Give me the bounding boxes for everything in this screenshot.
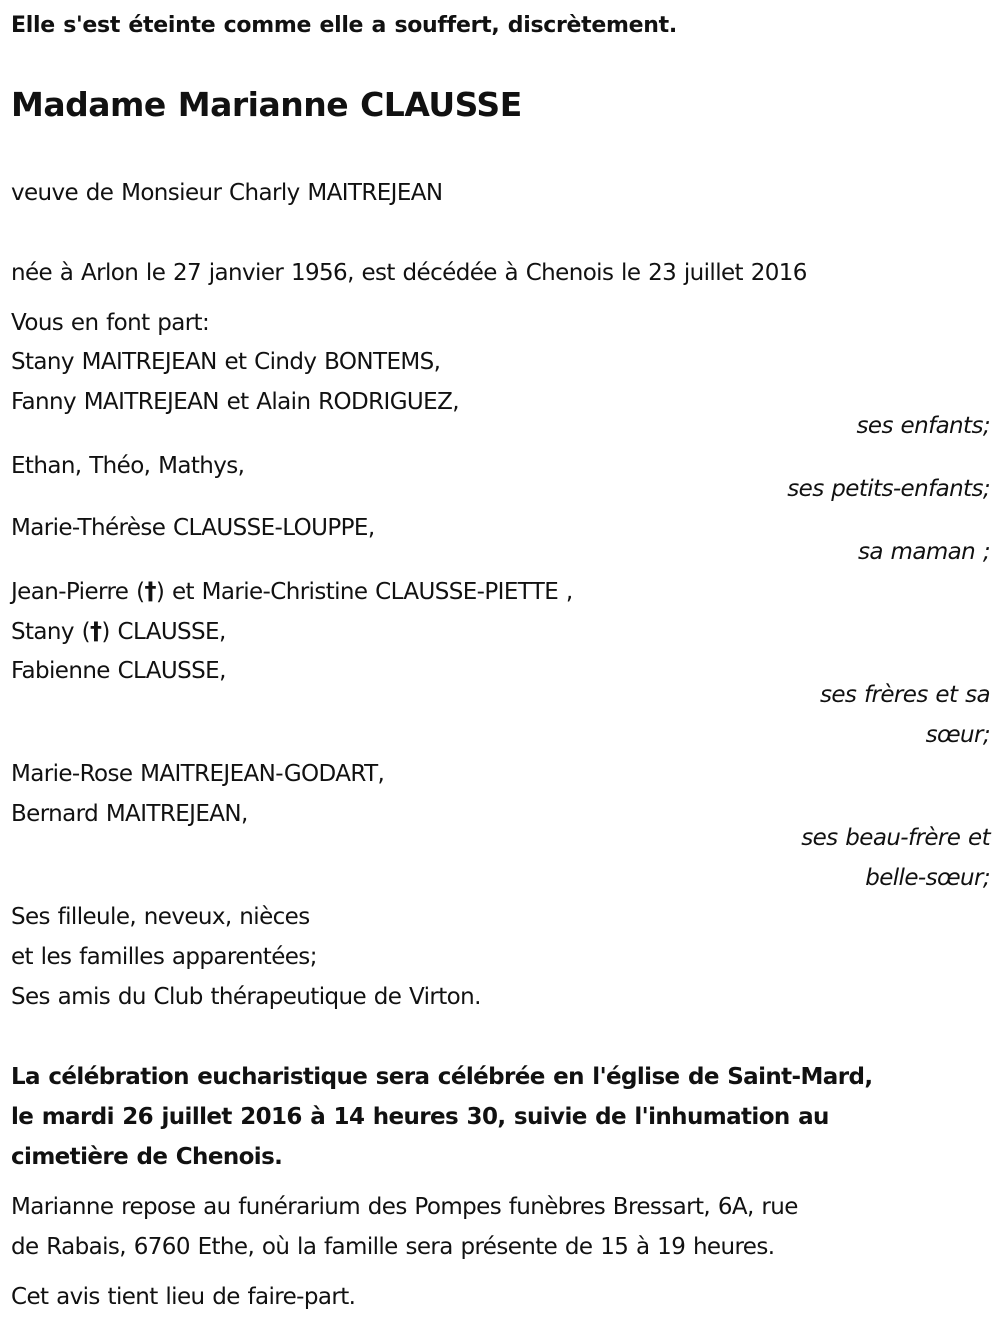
family-member: Bernard MAITREJEAN, xyxy=(11,801,248,827)
visitation-line: Marianne repose au funérarium des Pompes funèbres Bressart, 6A, rue xyxy=(11,1194,798,1220)
ceremony-line: La célébration eucharistique sera célébrée en l'église de Saint-Mard, xyxy=(11,1064,873,1090)
family-member: Ethan, Théo, Mathys, xyxy=(11,453,245,479)
relation-label: ses beau-frère et xyxy=(801,825,990,851)
visitation-line: de Rabais, 6760 Ethe, où la famille sera présente de 15 à 19 heures. xyxy=(11,1234,775,1260)
member-name-part: ) CLAUSSE, xyxy=(101,619,226,645)
family-member: Fanny MAITREJEAN et Alain RODRIGUEZ, xyxy=(11,389,459,415)
family-member xyxy=(11,576,573,607)
relation-label: ses petits-enfants; xyxy=(787,476,990,502)
relation-label: belle-sœur; xyxy=(865,865,990,891)
announcement-intro: Vous en font part: xyxy=(11,310,210,336)
relation-label: sœur; xyxy=(925,722,990,748)
family-member: Marie-Rose MAITREJEAN-GODART, xyxy=(11,761,385,787)
member-name-part: Jean-Pierre ( xyxy=(11,579,145,605)
relation-label: sa maman ; xyxy=(857,539,990,565)
spouse-line: veuve de Monsieur Charly MAITREJEAN xyxy=(11,180,443,206)
relation-label: ses frères et sa xyxy=(820,682,990,708)
family-member: Stany MAITREJEAN et Cindy BONTEMS, xyxy=(11,349,441,375)
member-name-part: Stany ( xyxy=(11,619,90,645)
ceremony-line: le mardi 26 juillet 2016 à 14 heures 30, suivie de l'inhumation au xyxy=(11,1104,829,1130)
ceremony-line: cimetière de Chenois. xyxy=(11,1144,283,1170)
extended-family-line: et les familles apparentées; xyxy=(11,944,317,970)
epigraph: Elle s'est éteinte comme elle a souffert, discrètement. xyxy=(11,13,677,38)
family-member: Fabienne CLAUSSE, xyxy=(11,658,226,684)
cross-icon: † xyxy=(144,577,156,605)
member-name-part: ) et Marie-Christine CLAUSSE-PIETTE , xyxy=(155,579,573,605)
relation-label: ses enfants; xyxy=(856,413,990,439)
extended-family-line: Ses filleule, neveux, nièces xyxy=(11,904,310,930)
cross-icon: † xyxy=(90,617,102,645)
closing-line: Cet avis tient lieu de faire-part. xyxy=(11,1284,356,1310)
deceased-name: Madame Marianne CLAUSSE xyxy=(11,85,522,124)
family-member: Marie-Thérèse CLAUSSE-LOUPPE, xyxy=(11,515,375,541)
extended-family-line: Ses amis du Club thérapeutique de Virton. xyxy=(11,984,481,1010)
birth-death-line: née à Arlon le 27 janvier 1956, est décédée à Chenois le 23 juillet 2016 xyxy=(11,260,807,286)
family-member xyxy=(11,616,226,647)
